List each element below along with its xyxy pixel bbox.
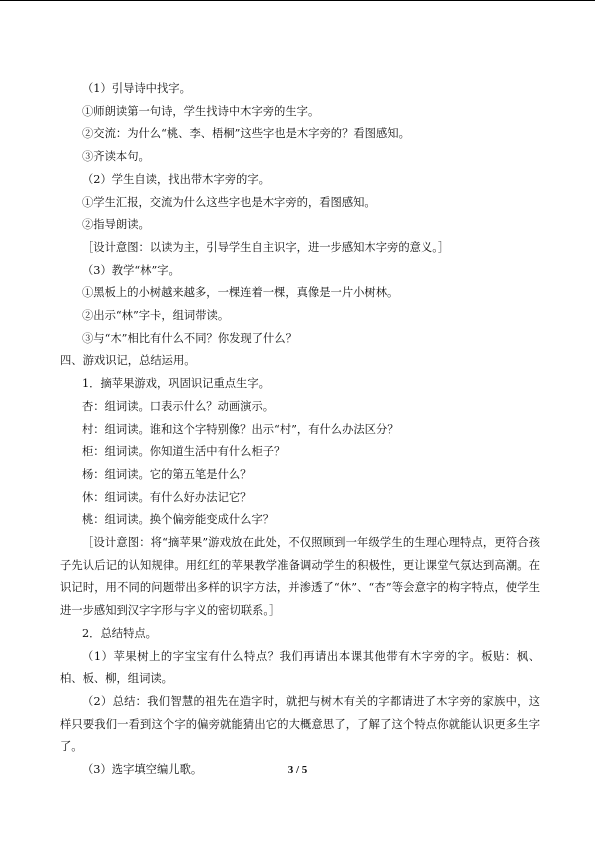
design-intent-note: ［设计意图：以读为主，引导学生自主识字，进一步感知木字旁的意义。］ [82,240,450,254]
text-line: ②出示“林”字卡，组词带读。 [82,309,230,323]
section-heading: 四、游戏识记，总结运用。 [60,354,196,368]
text-line: ③齐读本句。 [82,150,150,164]
header-rule [0,0,595,1]
subsection-heading: 2．总结特点。 [82,626,157,640]
text-line: ②指导朗读。 [82,218,150,232]
subsection-heading: 1．摘苹果游戏，巩固识记重点生字。 [82,377,270,391]
text-line: （1）引导诗中找字。 [82,82,191,95]
text-line: 柜：组词读。你知道生活中有什么柜子？ [82,445,286,459]
paragraph: （1）苹果树上的字宝宝有什么特点？我们再请出本课其他带有木字旁的字。板贴：枫、柏、板、柳，组词读。 [60,649,540,686]
text-line: （2）学生自读，找出带木字旁的字。 [82,172,270,186]
text-line: 桃：组词读。换个偏旁能变成什么字？ [82,513,275,527]
text-line: ①黑板上的小树越来越多，一棵连着一棵，真像是一片小树林。 [82,286,399,300]
text-line: （3）教学“林”字。 [82,263,180,277]
text-line: 杏：组词读。口表示什么？动画演示。 [82,399,275,413]
text-line: 村：组词读。谁和这个字特别像？出示“村”，有什么办法区分？ [82,422,399,436]
page-body [60,78,540,782]
text-line: ③与“木”相比有什么不同？你发现了什么？ [82,331,297,345]
text-line: 杨：组词读。它的第五笔是什么？ [82,467,252,481]
text-line: ②交流：为什么“桃、李、梧桐”这些字也是木字旁的？看图感知。 [82,127,410,141]
text-line: ①学生汇报，交流为什么这些字也是木字旁的，看图感知。 [82,195,376,209]
text-line: （3）选字填空编儿歌。 [82,763,203,777]
page-number: 3 / 5 [287,764,308,776]
design-intent-note: ［设计意图：将“摘苹果”游戏放在此处，不仅照顾到一年级学生的生理心理特点，更符合孩子先认后记的认知规律。用红红的苹果教学准备调动学生的积极性，更让课堂气氛达到高潮。在识记时，用不同的问题带出多样的识字方法，并渗透了“休”、“杏”等会意字的构字特点，使学生进一步感知到汉字字形与字义的密切联系。］ [60,536,540,618]
paragraph: （2）总结：我们智慧的祖先在造字时，就把与树木有关的字都请进了木字旁的家族中，这样只要我们一看到这个字的偏旁就能猜出它的大概意思了，了解了这个特点你就能认识更多生字了。 [60,694,540,754]
text-line: ①师朗读第一句诗，学生找诗中木字旁的生字。 [82,104,320,118]
text-line: 休：组词读。有什么好办法记它？ [82,490,252,504]
